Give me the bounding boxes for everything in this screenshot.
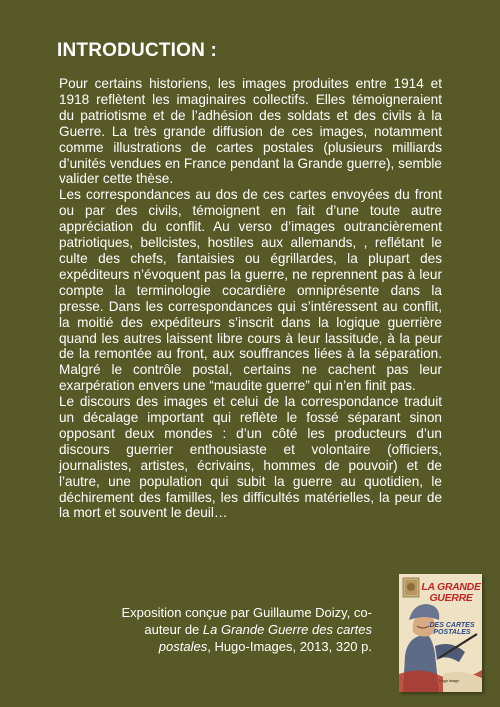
introduction-text bbox=[59, 76, 442, 521]
book-cover-title: LA GRANDE GUERRE bbox=[421, 581, 481, 604]
paragraph-3: Le discours des images et celui de la correspondance traduit un décalage important qui reflète le fossé séparant sinon opposant deux mondes : d’un côté les producteurs d’un discours guerrier enthousiaste et volontaire (officiers, journalistes, artistes, écrivains, hommes de pouvoir) et de l’autre, une population qui subit la guerre au quotidien, le déchirement des familles, les difficultés matérielles, la peur de la mort et souvent le deuil… bbox=[59, 394, 442, 521]
paragraph-1: Pour certains historiens, les images produites entre 1914 et 1918 reflètent les imaginaires collectifs. Elles témoigneraient du patriotisme et de l’adhésion des soldats et des civils à la Guerre. La très grande diffusion de ces images, notamment comme illustrations de cartes postales (plusieurs milliards d’unités vendues en France pendant la Grande guerre), semble valider cette thèse. bbox=[59, 76, 442, 187]
book-cover-publisher: Hugo Image bbox=[438, 679, 460, 683]
credit-book-title: La Grande Guerre des cartes postales bbox=[158, 622, 372, 654]
credit-text-start: Exposition conçue par Guillaume Doizy, co-auteur de bbox=[121, 605, 372, 637]
book-cover-subtitle: DES CARTES POSTALES bbox=[429, 622, 475, 636]
page-heading: INTRODUCTION : bbox=[57, 40, 218, 61]
book-cover-image bbox=[399, 574, 482, 692]
exhibition-credit bbox=[97, 604, 372, 655]
paragraph-2: Les correspondances au dos de ces cartes envoyées du front ou par des civils, témoignent en fait d’une toute autre appréciation du conflit. Au verso d’images outrancièrement patriotiques, bellcistes, hostiles aux allemands, , reflétant le culte des chefs, fantaisies ou égrillardes, la plupart des expéditeurs n’évoquent pas la guerre, ne reprennent pas à leur compte la terminologie cocardière omniprésente dans la presse. Dans les correspondances qui s’intéressent au conflit, la moitié des expéditeurs s’inscrit dans la logique guerrière quand les autres laissent libre cours à leur lassitude, à la peur de la remontée au front, aux souffrances liées à la séparation. Malgré le contrôle postal, certains ne cachent pas leur exarpération envers une “maudite guerre” qui n’en finit pas. bbox=[59, 187, 442, 394]
credit-text-end: , Hugo-Images, 2013, 320 p. bbox=[207, 639, 372, 654]
